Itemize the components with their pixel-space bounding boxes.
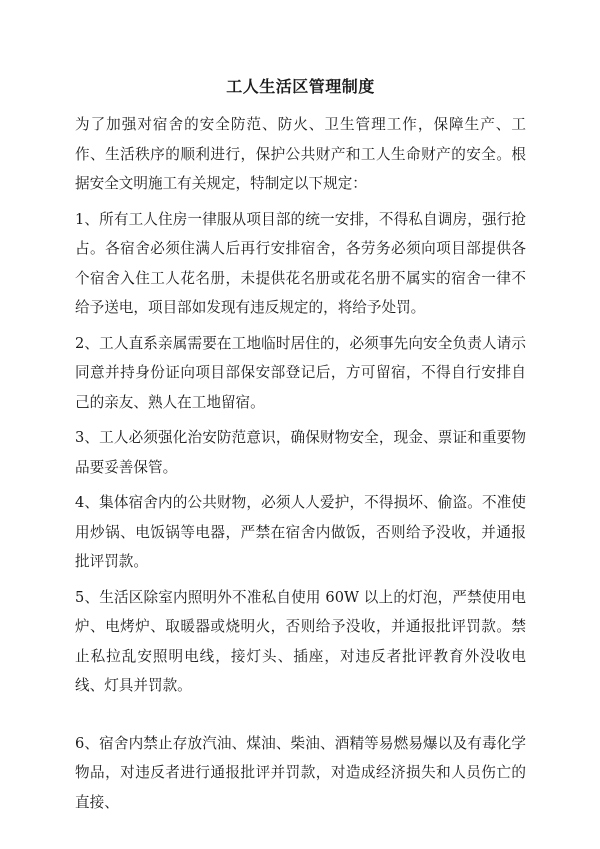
rule-2-paragraph: 2、工人直系亲属需要在工地临时居住的，必须事先向安全负责人请示同意并持身份证向项目部保安部登记后，方可留宿，不得自行安排自己的亲友、熟人在工地留宿。 — [75, 334, 526, 411]
rule-6-paragraph: 6、宿舍内禁止存放汽油、煤油、柴油、酒精等易燃易爆以及有毒化学物品，对违反者进行通报批评并罚款，对造成经济损失和人员伤亡的直接、 — [75, 734, 526, 811]
rule-1-paragraph: 1、所有工人住房一律服从项目部的统一安排，不得私自调房，强行抢占。各宿舍必须住满人后再行安排宿舍，各劳务必须向项目部提供各个宿舍入住工人花名册，未提供花名册或花名册不属实的宿舍一律不给予送电，项目部如发现有违反规定的，将给予处罚。 — [75, 210, 526, 316]
rule-3-paragraph: 3、工人必须强化治安防范意识，确保财物安全，现金、票证和重要物品要妥善保管。 — [75, 429, 526, 476]
rule-4-paragraph: 4、集体宿舍内的公共财物，必须人人爱护，不得损坏、偷盗。不准使用炒锅、电饭锅等电器，严禁在宿舍内做饭，否则给予没收，并通报批评罚款。 — [75, 494, 526, 570]
intro-paragraph: 为了加强对宿舍的安全防范、防火、卫生管理工作，保障生产、工作、生活秩序的顺利进行，保护公共财产和工人生命财产的安全。根据安全文明施工有关规定，特制定以下规定： — [75, 116, 526, 192]
rule-5-paragraph: 5、生活区除室内照明外不准私自使用 60W 以上的灯泡，严禁使用电炉、电烤炉、取暖器或烧明火，否则给予没收，并通报批评罚款。禁止私拉乱安照明电线，接灯头、插座，对违反者批评教育外没收电线、灯具并罚款。 — [75, 588, 526, 694]
document-title: 工人生活区管理制度 — [226, 77, 375, 96]
